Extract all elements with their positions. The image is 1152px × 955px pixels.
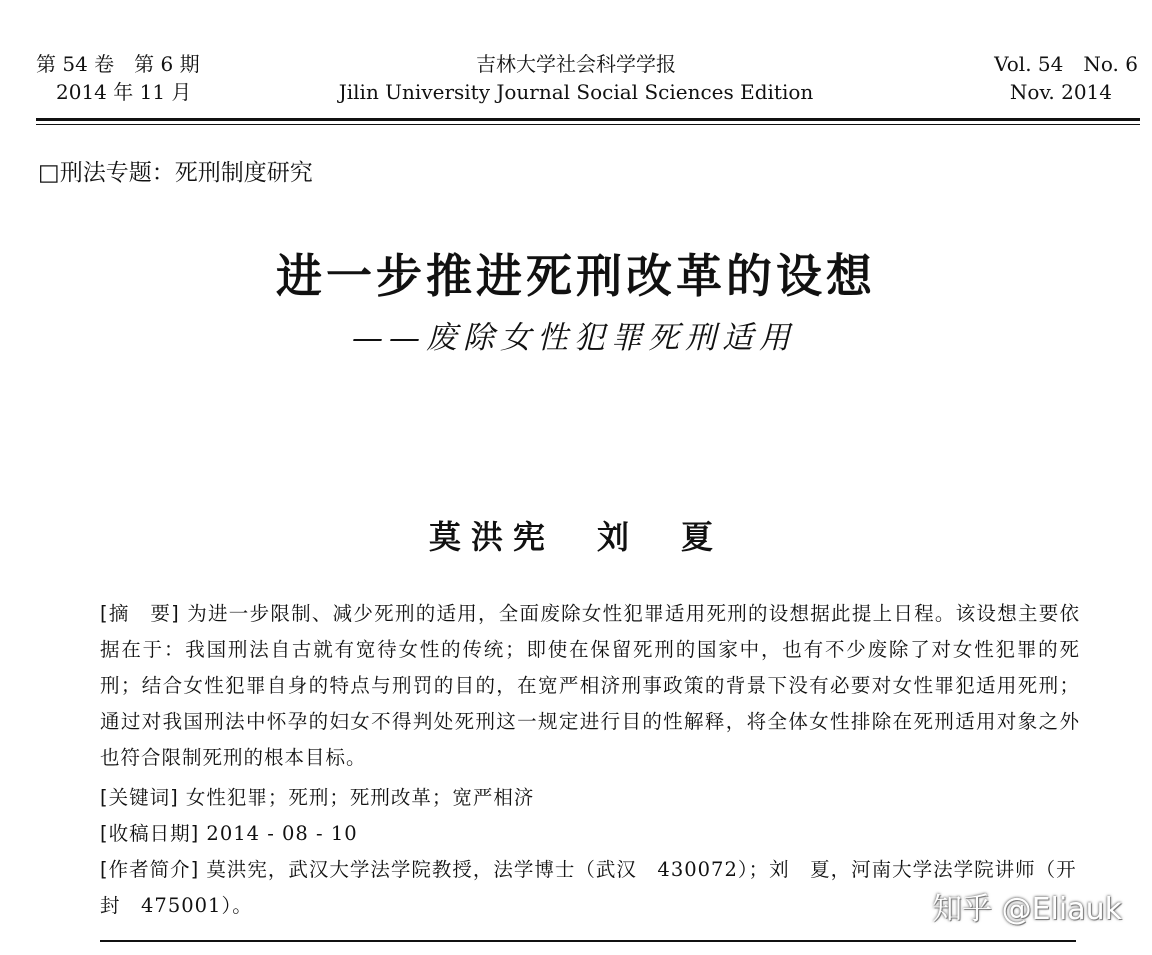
journal-title-cn: 吉林大学社会科学学报 <box>476 52 676 76</box>
author-info-label: [作者简介] <box>100 858 200 881</box>
author-info-text: 莫洪宪，武汉大学法学院教授，法学博士（武汉 430072）；刘 夏，河南大学法学院讲师（开封 475001）。 <box>100 858 1077 917</box>
volume-issue-line: 第 54 卷 第 6 期 <box>36 52 200 76</box>
journal-title <box>0 50 1152 106</box>
publication-date-cn: 2014 年 11 月 <box>56 80 192 104</box>
received-text: 2014 - 08 - 10 <box>199 822 358 845</box>
footer-rule <box>100 940 1076 942</box>
keywords-text: 女性犯罪；死刑；死刑改革；宽严相济 <box>178 786 535 809</box>
volume-issue-en: Vol. 54 No. 6 <box>994 52 1138 76</box>
header-rule-thin <box>36 124 1140 125</box>
article-subtitle: ——废除女性犯罪死刑适用 <box>352 320 796 356</box>
abstract-text: 为进一步限制、减少死刑的适用，全面废除女性犯罪适用死刑的设想据此提上日程。该设想主要依据在于：我国刑法自古就有宽待女性的传统；即使在保留死刑的国家中，也有不少废除了对女性犯罪的死刑；结合女性犯罪自身的特点与刑罚的目的，在宽严相济刑事政策的背景下没有必要对女性罪犯适用死刑；通过对我国刑法中怀孕的妇女不得判处死刑这一规定进行目的性解释，将全体女性排除在死刑适用对象之外也符合限制死刑的根本目标。 <box>100 602 1081 769</box>
keywords-label: [关键词] <box>100 786 179 809</box>
received-date <box>100 816 1080 852</box>
journal-title-en: Jilin University Journal Social Sciences Edition <box>338 80 814 104</box>
watermark: 知乎 @Eliauk <box>932 892 1122 927</box>
abstract <box>100 596 1080 776</box>
journal-volume-en <box>994 50 1138 106</box>
column-label: □刑法专题：死刑制度研究 <box>38 160 313 186</box>
header-rule-thick <box>36 118 1140 121</box>
received-label: [收稿日期] <box>100 822 200 845</box>
authors: 莫洪宪 刘 夏 <box>428 518 723 556</box>
abstract-label: [摘 要] <box>100 602 180 625</box>
article-title: 进一步推进死刑改革的设想 <box>276 249 876 303</box>
keywords <box>100 780 1080 816</box>
publication-date-en: Nov. 2014 <box>1009 80 1112 104</box>
